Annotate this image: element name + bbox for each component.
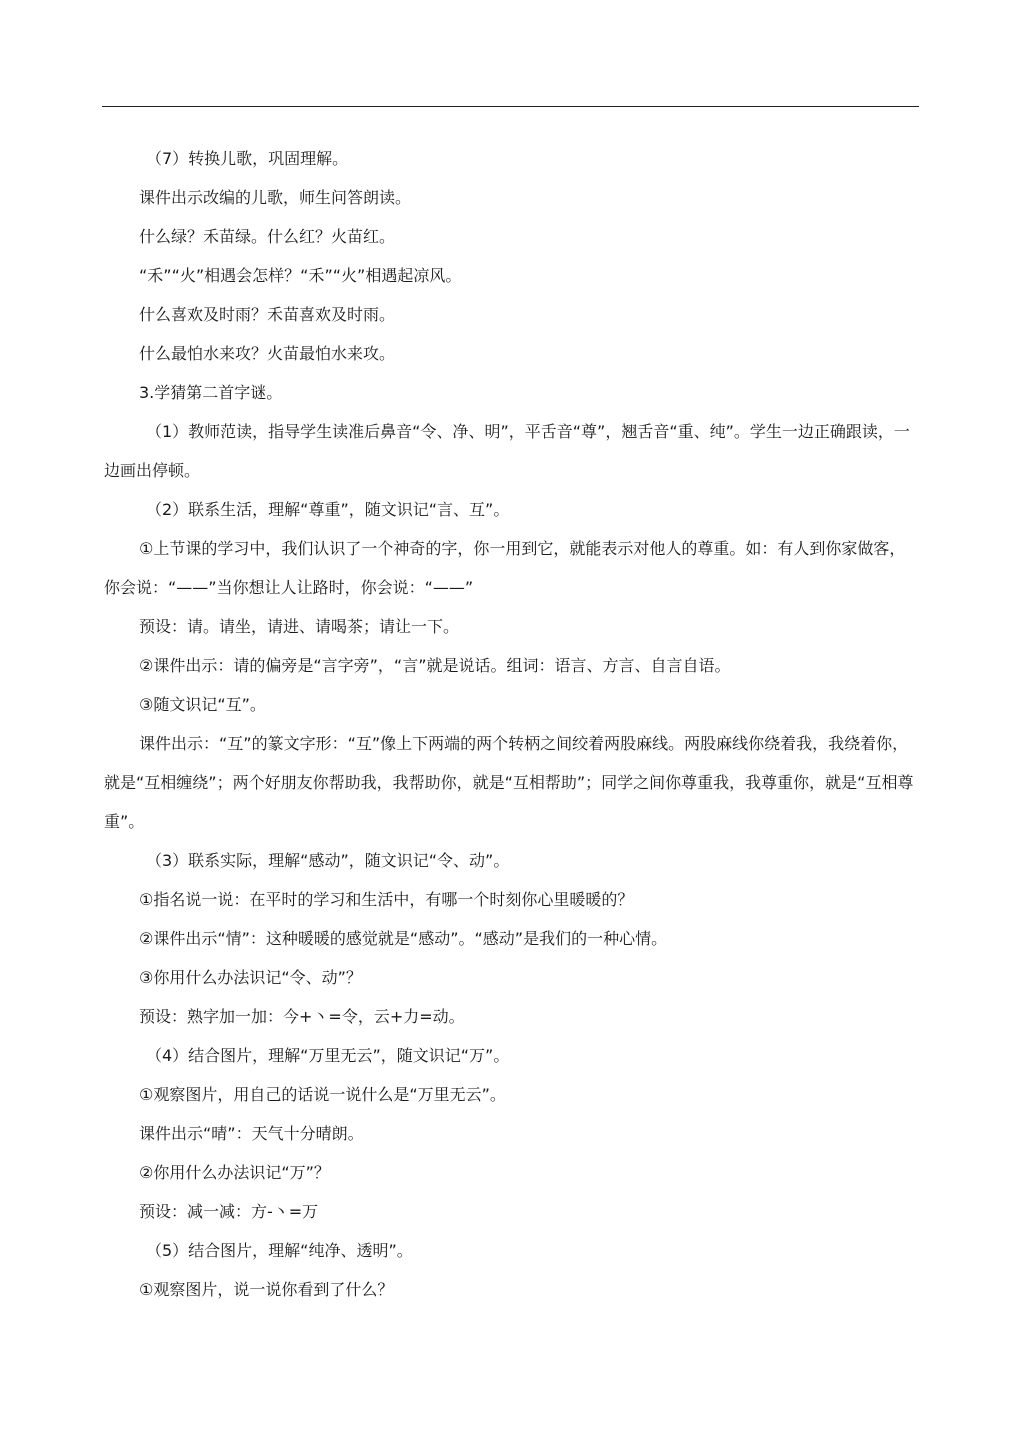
paragraph: 什么绿？禾苗绿。什么红？火苗红。 xyxy=(139,227,396,246)
paragraph: ①指名说一说：在平时的学习和生活中，有哪一个时刻你心里暖暖的？ xyxy=(139,890,634,909)
paragraph: 预设：熟字加一加：今+丶=令，云+力=动。 xyxy=(139,1007,465,1026)
paragraph: ③你用什么办法识记“令、动”？ xyxy=(139,968,362,987)
paragraph: ②课件出示“情”：这种暖暖的感觉就是“感动”。“感动”是我们的一种心情。 xyxy=(139,929,668,948)
paragraph: （4）结合图片，理解“万里无云”，随文识记“万”。 xyxy=(146,1046,510,1065)
paragraph: ①上节课的学习中，我们认识了一个神奇的字，你一用到它，就能表示对他人的尊重。如：有人到你家做客，你会说：“——”当你想让人让路时，你会说：“——” xyxy=(104,539,906,597)
paragraph: （1）教师范读，指导学生读准后鼻音“令、净、明”，平舌音“尊”，翘舌音“重、纯”。学生一边正确跟读，一边画出停顿。 xyxy=(104,422,910,480)
paragraph: 课件出示：“互”的篆文字形：“互”像上下两端的两个转柄之间绞着两股麻线。两股麻线你绕着我，我绕着你，就是“互相缠绕”；两个好朋友你帮助我，我帮助你，就是“互相帮助”；同学之间你尊重我，我尊重你，就是“互相尊重”。 xyxy=(104,734,914,831)
paragraph: 课件出示改编的儿歌，师生问答朗读。 xyxy=(139,188,412,207)
paragraph: ②课件出示：请的偏旁是“言字旁”，“言”就是说话。组词：语言、方言、自言自语。 xyxy=(139,656,731,675)
section-heading: 3.学猜第二首字谜。 xyxy=(139,383,283,402)
paragraph: ①观察图片，用自己的话说一说什么是“万里无云”。 xyxy=(139,1085,506,1104)
paragraph: 课件出示“晴”：天气十分晴朗。 xyxy=(139,1124,364,1143)
header-rule xyxy=(102,106,919,107)
paragraph: 什么最怕水来攻？火苗最怕水来攻。 xyxy=(139,344,396,363)
paragraph: ③随文识记“互”。 xyxy=(139,695,266,714)
paragraph-step-7: （7）转换儿歌，巩固理解。 xyxy=(146,149,349,168)
document-body xyxy=(104,139,918,1309)
paragraph: （3）联系实际，理解“感动”，随文识记“令、动”。 xyxy=(146,851,510,870)
paragraph: ②你用什么办法识记“万”？ xyxy=(139,1163,330,1182)
paragraph: 预设：减一减：方-丶=万 xyxy=(139,1202,319,1221)
paragraph: 预设：请。请坐，请进、请喝茶；请让一下。 xyxy=(139,617,460,636)
paragraph: ①观察图片，说一说你看到了什么？ xyxy=(139,1280,394,1299)
paragraph: “禾”“火”相遇会怎样？“禾”“火”相遇起凉风。 xyxy=(139,266,462,285)
paragraph: 什么喜欢及时雨？禾苗喜欢及时雨。 xyxy=(139,305,396,324)
paragraph: （5）结合图片，理解“纯净、透明”。 xyxy=(146,1241,413,1260)
paragraph: （2）联系生活，理解“尊重”，随文识记“言、互”。 xyxy=(146,500,510,519)
